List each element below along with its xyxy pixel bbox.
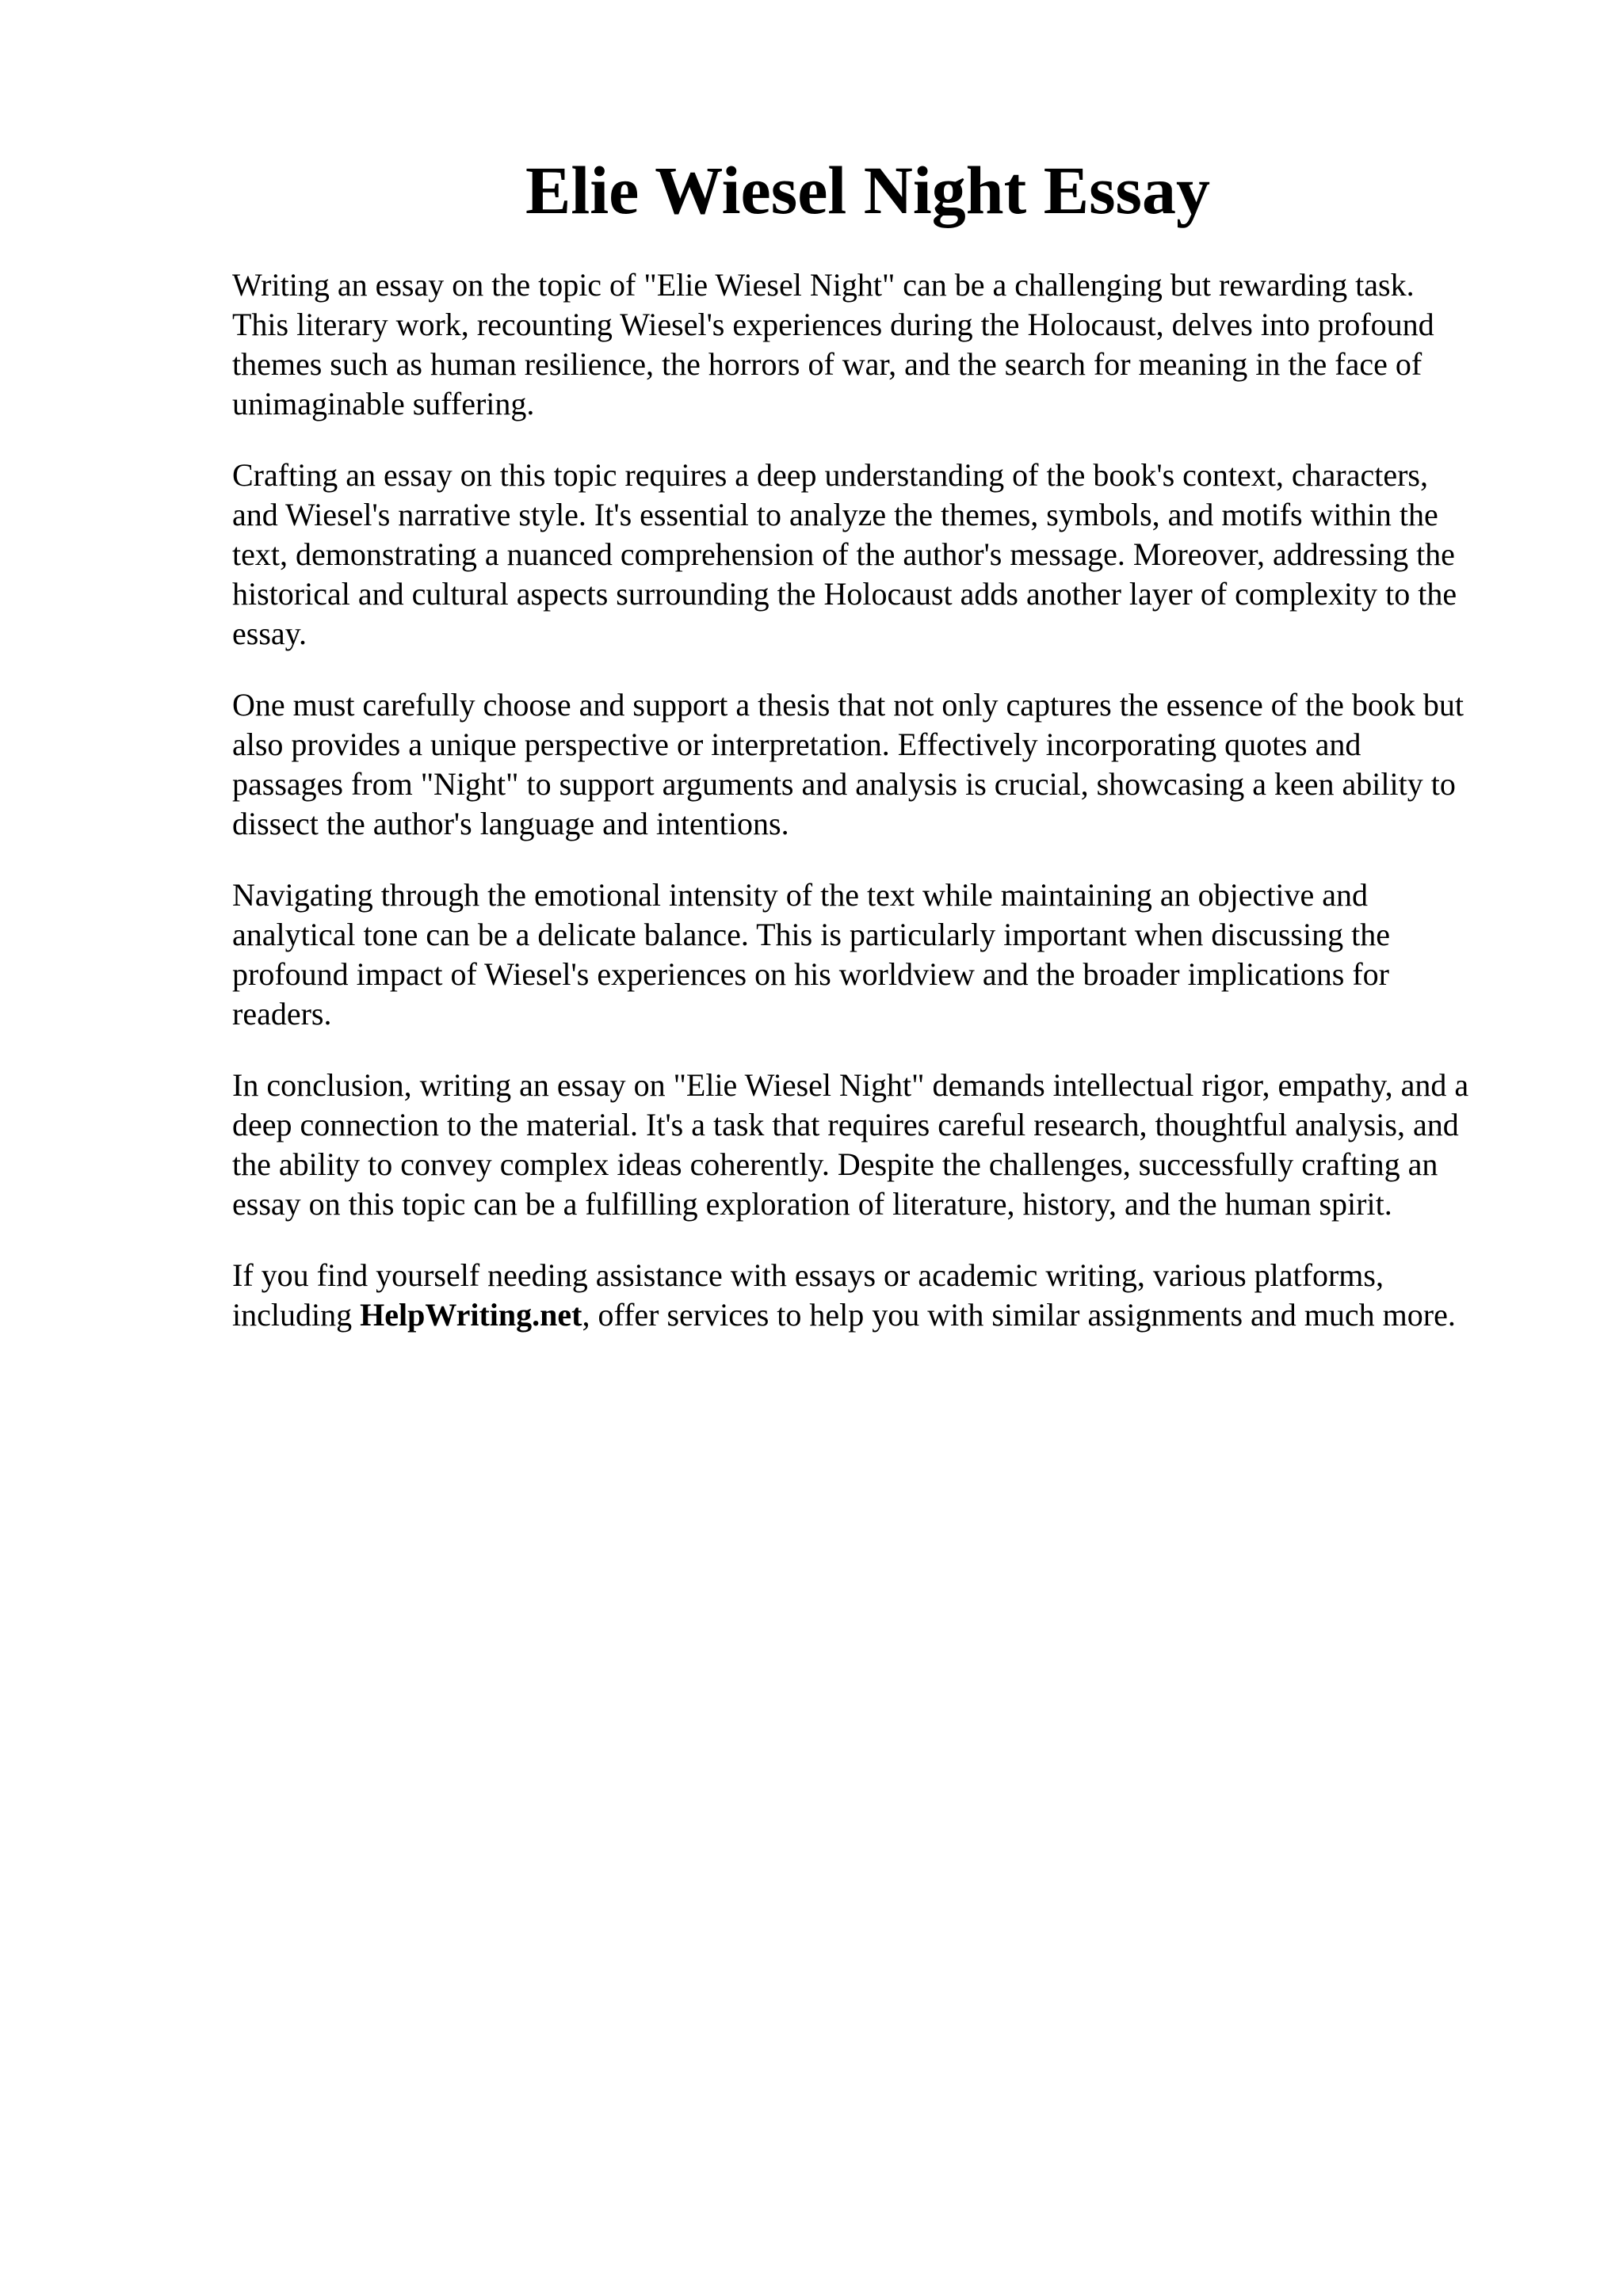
- paragraph-1: [232, 265, 1611, 424]
- document-body: [232, 265, 1611, 1367]
- text-line: analytical tone can be a delicate balance. This is particularly important when discussing the: [232, 917, 1390, 952]
- text-line: also provides a unique perspective or interpretation. Effectively incorporating quotes and: [232, 727, 1361, 762]
- document-title: Elie Wiesel Night Essay: [525, 152, 1211, 228]
- text-line: the ability to convey complex ideas coherently. Despite the challenges, successfully crafting an: [232, 1146, 1438, 1182]
- text-line: text, demonstrating a nuanced comprehension of the author's message. Moreover, addressing the: [232, 536, 1455, 572]
- text-line: themes such as human resilience, the horrors of war, and the search for meaning in the face of: [232, 346, 1423, 382]
- text-line: Writing an essay on the topic of "Elie Wiesel Night" can be a challenging but rewarding task.: [232, 267, 1415, 303]
- text-line: essay on this topic can be a fulfilling exploration of literature, history, and the human spirit.: [232, 1186, 1392, 1222]
- text-line: In conclusion, writing an essay on "Elie Wiesel Night" demands intellectual rigor, empathy, and a: [232, 1067, 1469, 1103]
- text-line: readers.: [232, 996, 332, 1032]
- text-line: dissect the author's language and intentions.: [232, 806, 789, 841]
- text-line: If you find yourself needing assistance with essays or academic writing, various platforms,: [232, 1257, 1384, 1293]
- text-line: One must carefully choose and support a thesis that not only captures the essence of the book but: [232, 687, 1465, 723]
- text-line: This literary work, recounting Wiesel's experiences during the Holocaust, delves into profound: [232, 307, 1434, 342]
- paragraph-5: [232, 1066, 1611, 1224]
- text-line: deep connection to the material. It's a task that requires careful research, thoughtful analysis, and: [232, 1107, 1459, 1142]
- text-line: unimaginable suffering.: [232, 386, 535, 421]
- text-fragment: including: [232, 1297, 353, 1333]
- paragraph-4: [232, 875, 1611, 1034]
- text-line: profound impact of Wiesel's experiences on his worldview and the broader implications for: [232, 956, 1389, 992]
- paragraph-2: [232, 456, 1611, 654]
- text-fragment: , offer services to help you with similar assignments and much more.: [582, 1297, 1456, 1333]
- text-line: Crafting an essay on this topic requires a deep understanding of the book's context, characters,: [232, 457, 1428, 493]
- helpwriting-link[interactable]: HelpWriting.net: [360, 1297, 582, 1333]
- paragraph-3: [232, 685, 1611, 844]
- closing-paragraph: [232, 1256, 1611, 1335]
- text-line: essay.: [232, 616, 307, 651]
- text-line: passages from "Night" to support arguments and analysis is crucial, showcasing a keen ability to: [232, 766, 1456, 802]
- text-line-with-link: [232, 1295, 1611, 1335]
- text-line: Navigating through the emotional intensity of the text while maintaining an objective and: [232, 877, 1368, 913]
- text-line: historical and cultural aspects surrounding the Holocaust adds another layer of complexity to the: [232, 576, 1457, 612]
- text-line: and Wiesel's narrative style. It's essential to analyze the themes, symbols, and motifs within the: [232, 497, 1438, 532]
